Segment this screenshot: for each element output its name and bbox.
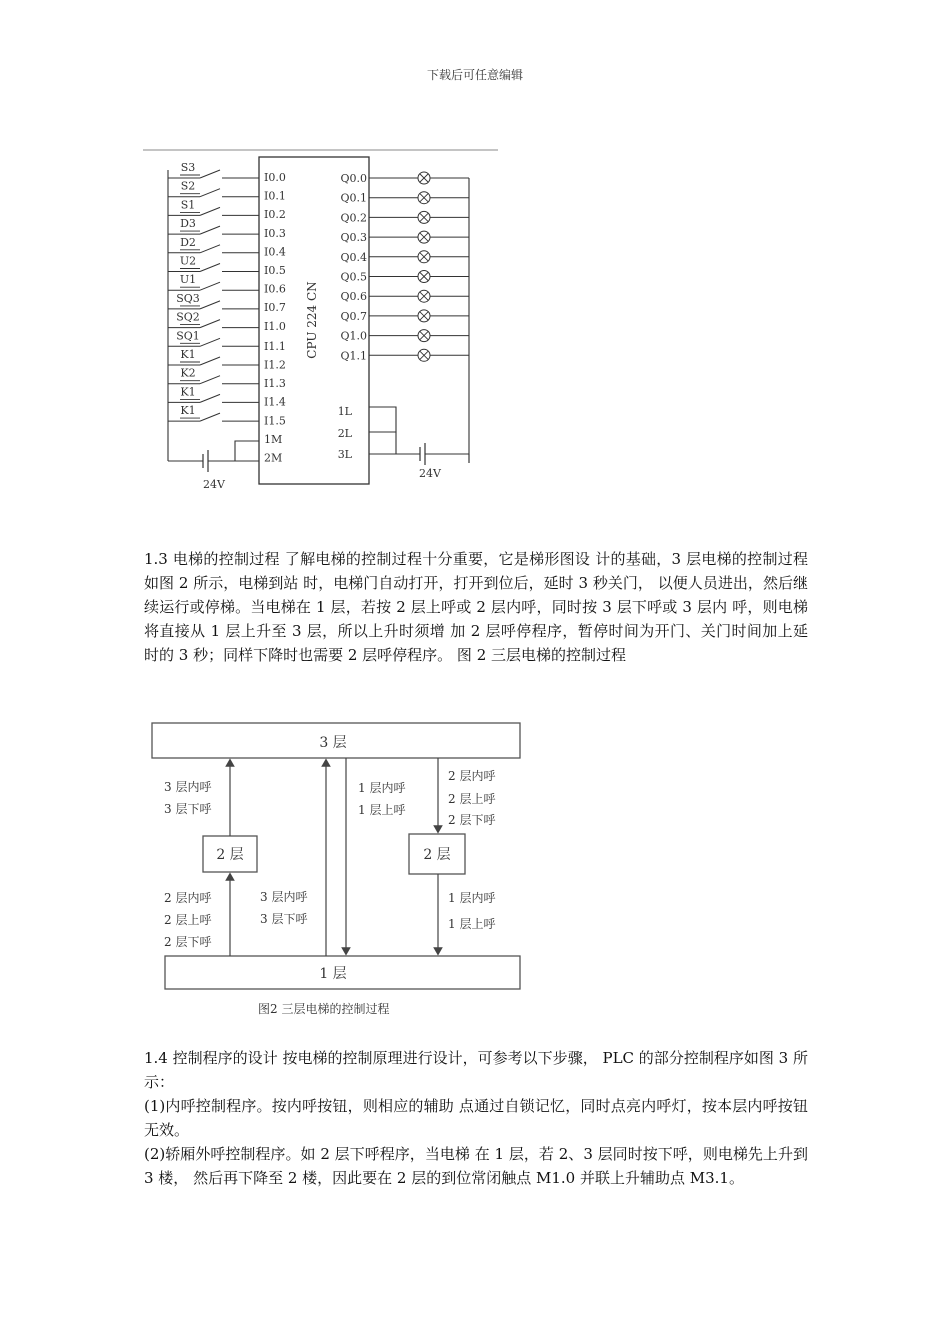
input-terminal: I0.5 bbox=[264, 264, 286, 277]
cpu-label: CPU 224 CN bbox=[305, 281, 319, 359]
switch-label: S2 bbox=[180, 179, 196, 193]
output-terminal: Q0.5 bbox=[340, 270, 367, 284]
flow-label: 1 层内呼 bbox=[358, 781, 406, 795]
switch-label: U1 bbox=[179, 273, 197, 287]
input-terminal: I0.6 bbox=[264, 282, 286, 296]
input-terminal: I0.1 bbox=[264, 189, 286, 203]
section-1-4 bbox=[144, 1046, 808, 1190]
common-label: 3L bbox=[337, 448, 352, 461]
switch-contact bbox=[200, 264, 220, 272]
flow-label: 1 层上呼 bbox=[358, 803, 406, 817]
input-terminal: 1M bbox=[264, 432, 283, 446]
switch-label: D3 bbox=[180, 217, 196, 231]
switch-label: SQ3 bbox=[176, 291, 200, 305]
section-1-4-step-2: (2)轿厢外呼控制程序。如 2 层下呼程序，当电梯 在 1 层，若 2、3 层同时按下呼，则电梯先上升到 3 楼， 然后再下降至 2 楼，因此要在 2 层的到位常闭触点 M1.0 并联上升辅助点 M3.1。 bbox=[144, 1145, 808, 1187]
section-1-4-intro: 1.4 控制程序的设计 按电梯的控制原理进行设计，可参考以下步骤， PLC 的部分控制程序如图 3 所示： bbox=[144, 1049, 808, 1091]
flow-label: 2 层内呼 bbox=[164, 891, 212, 905]
output-terminal: Q0.6 bbox=[340, 290, 367, 304]
section-1-3-text: 1.3 电梯的控制过程 了解电梯的控制过程十分重要，它是梯形图设 计的基础，3 层电梯的控制过程如图 2 所示，电梯到站 时，电梯门自动打开，打开到位后，延时 3 秒关门， 以便人员进出，然后继续运行或停梯。当电梯在 1 层，若按 2 层上呼或 2 层内呼，同时按 3 层下呼或 3 层内 呼，则电梯将直接从 1 层上升至 3 层，所以上升时须增 加 2 层呼停程序，暂停时间为开门、关门时间加上延 时的 3 秒；同样下降时也需要 2 层呼停程序。 图 2 三层电梯的控制过程 bbox=[144, 550, 808, 664]
input-terminal: 2M bbox=[264, 451, 283, 465]
switch-label: S1 bbox=[180, 198, 196, 212]
switch-contact bbox=[200, 357, 220, 365]
section-1-4-step-1: (1)内呼控制程序。按内呼按钮，则相应的辅助 点通过自锁记忆，同时点亮内呼灯，按本层内呼按钮 无效。 bbox=[144, 1097, 808, 1139]
flow-label: 2 层上呼 bbox=[164, 913, 212, 927]
input-terminal: I0.3 bbox=[264, 226, 286, 240]
input-terminal: I0.2 bbox=[264, 208, 286, 222]
output-terminal: Q0.1 bbox=[340, 191, 367, 205]
elevator-flow-diagram bbox=[148, 718, 533, 1023]
input-terminal: I1.5 bbox=[264, 414, 286, 428]
floor-1-label: 1 层 bbox=[319, 966, 347, 982]
switch-contact bbox=[200, 207, 220, 215]
floor-2-right-label: 2 层 bbox=[423, 847, 451, 863]
flow-label: 2 层内呼 bbox=[448, 769, 496, 783]
input-terminal: I1.4 bbox=[264, 395, 286, 409]
switch-contact bbox=[200, 338, 220, 346]
flow-label: 1 层内呼 bbox=[448, 891, 496, 905]
flow-label: 3 层下呼 bbox=[260, 912, 308, 926]
figure-2-caption: 图2 三层电梯的控制过程 bbox=[258, 1002, 390, 1016]
switch-label: K1 bbox=[180, 385, 196, 399]
output-terminal: Q0.0 bbox=[340, 172, 367, 185]
common-label: 2L bbox=[337, 427, 352, 440]
output-terminal: Q0.3 bbox=[340, 231, 367, 245]
switch-contact bbox=[200, 301, 220, 309]
input-terminal: I0.0 bbox=[264, 171, 286, 184]
flow-label: 2 层上呼 bbox=[448, 792, 496, 806]
page-header: 下载后可任意编辑 bbox=[426, 68, 523, 82]
voltage-label-right: 24V bbox=[419, 467, 441, 480]
switch-contact bbox=[200, 170, 220, 178]
switch-label: U2 bbox=[179, 254, 197, 268]
input-terminal: I1.2 bbox=[264, 358, 286, 372]
flow-label: 3 层内呼 bbox=[164, 780, 212, 794]
floor-3-label: 3 层 bbox=[319, 735, 347, 751]
input-terminal: I0.7 bbox=[264, 301, 286, 315]
plc-wiring-diagram bbox=[140, 145, 505, 495]
switch-contact bbox=[200, 226, 220, 234]
input-terminal: I1.0 bbox=[264, 319, 286, 333]
output-terminal: Q1.1 bbox=[340, 349, 367, 363]
switch-contact bbox=[200, 394, 220, 402]
input-terminal: I1.1 bbox=[264, 339, 286, 353]
switch-label: K1 bbox=[180, 348, 196, 361]
input-terminal: I0.4 bbox=[264, 245, 286, 259]
flow-label: 2 层下呼 bbox=[164, 935, 212, 949]
output-terminal: Q0.2 bbox=[340, 211, 367, 225]
switch-label: SQ1 bbox=[176, 329, 200, 343]
voltage-label-left: 24V bbox=[203, 478, 225, 491]
floor-2-left-label: 2 层 bbox=[216, 847, 244, 863]
switch-contact bbox=[200, 282, 220, 290]
switch-label: K1 bbox=[180, 404, 196, 418]
switch-label: K2 bbox=[180, 366, 196, 380]
switch-label: SQ2 bbox=[176, 310, 200, 324]
input-terminal: I1.3 bbox=[264, 377, 286, 391]
flow-label: 1 层上呼 bbox=[448, 917, 496, 931]
switch-contact bbox=[200, 189, 220, 197]
switch-contact bbox=[200, 320, 220, 328]
switch-contact bbox=[200, 376, 220, 384]
switch-contact bbox=[200, 245, 220, 253]
switch-label: D2 bbox=[180, 235, 196, 249]
switch-contact bbox=[200, 413, 220, 421]
output-terminal: Q1.0 bbox=[340, 329, 367, 343]
output-terminal: Q0.4 bbox=[340, 250, 367, 264]
common-label: 1L bbox=[337, 405, 352, 418]
flow-label: 3 层内呼 bbox=[260, 890, 308, 904]
switch-label: S3 bbox=[180, 161, 196, 174]
output-terminal: Q0.7 bbox=[340, 309, 367, 323]
flow-label: 3 层下呼 bbox=[164, 802, 212, 816]
flow-label: 2 层下呼 bbox=[448, 813, 496, 827]
